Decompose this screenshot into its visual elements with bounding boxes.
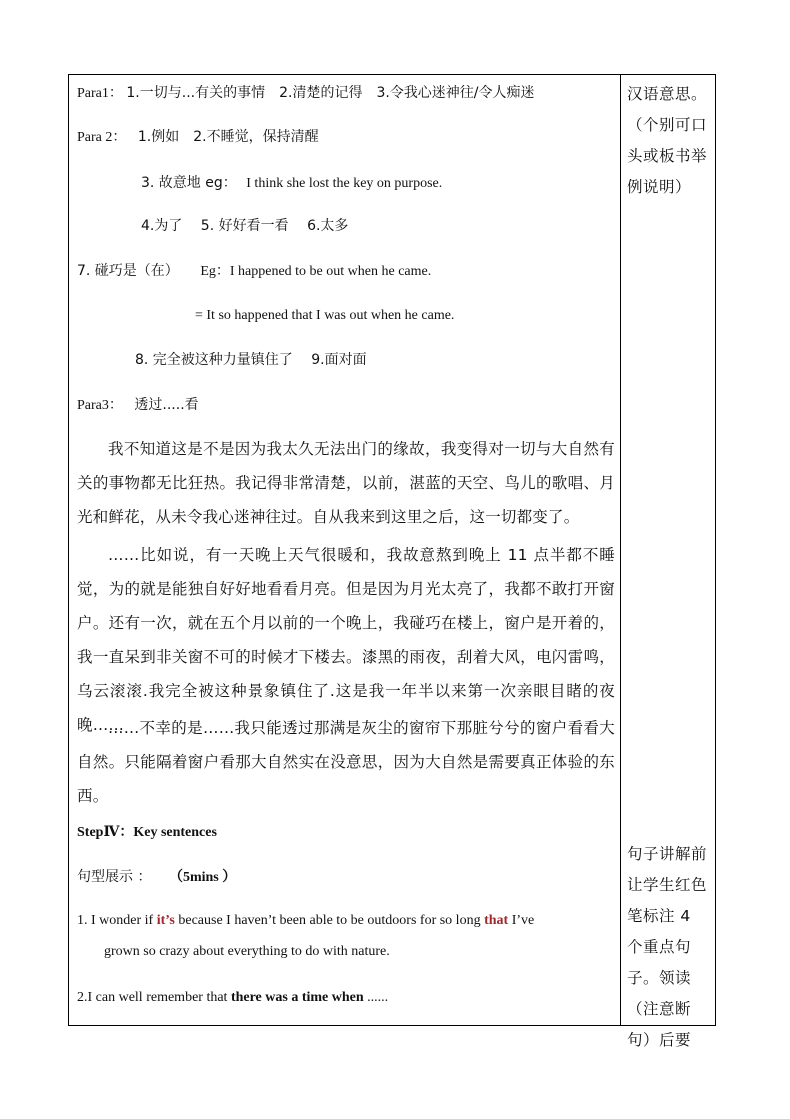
para2-label: Para 2： xyxy=(77,130,127,145)
item7b-line: = It so happened that I was out when he came. xyxy=(195,308,455,323)
sentence1-continuation: grown so crazy about everything to do with nature. xyxy=(104,944,390,959)
main-column xyxy=(69,75,620,1025)
sentence1-part-e: I’ve xyxy=(508,913,535,928)
sentence1-key-that: that xyxy=(484,913,509,928)
sentence2-key-phrase: there was a time when xyxy=(230,990,364,1005)
sentence1-key-its: it’s xyxy=(156,913,175,928)
items89-line: 8. 完全被这种力量镇住了 9.面对面 xyxy=(135,352,367,368)
sentence1-part-a: 1. I wonder if xyxy=(77,913,157,928)
pattern-line xyxy=(77,867,236,888)
pattern-time: （5mins ） xyxy=(168,870,237,885)
para2-text: 1.例如 2.不睡觉，保持清醒 xyxy=(137,129,319,145)
item3-en: I think she lost the key on purpose. xyxy=(246,176,443,191)
para2-line xyxy=(77,127,319,148)
notes-column xyxy=(621,75,716,1049)
para1-line xyxy=(77,83,535,104)
sentence1-line xyxy=(77,911,534,931)
translation-paragraph-2: ……比如说，有一天晚上天气很暖和，我故意熬到晚上 11 点半都不睡觉，为的就是能独自好好地看看月亮。但是因为月光太亮了，我都不敢打开窗户。还有一次，就在五个月以前的一个晚上，我碰巧在楼上，窗户是开着的，我一直呆到非关窗不可的时候才下楼去。漆黑的雨夜，刮着大风，电闪雷鸣，乌云滚滚.我完全被这种景象镇住了.这是我一年半以来第一次亲眼目睹的夜晚…… xyxy=(77,546,615,734)
para3-line xyxy=(77,395,199,416)
item7-en: Eg：I happened to be out when he came. xyxy=(200,264,432,279)
side-note-2: 句子讲解前让学生红色笔标注 4 个重点句子。领读（注意断句）后要 xyxy=(627,845,708,1049)
item7-line xyxy=(77,261,431,282)
para1-label: Para1： xyxy=(77,86,123,101)
sentence1-part-c: because I haven’t been able to be outdoors for so long xyxy=(174,913,485,928)
item3-cn: 3. 故意地 eg： xyxy=(141,175,237,191)
step4-heading: StepⅣ：Key sentences xyxy=(77,825,217,840)
translation-paragraph-1: 我不知道这是不是因为我太久无法出门的缘故，我变得对一切与大自然有关的事物都无比狂热。我记得非常清楚，以前，湛蓝的天空、鸟儿的歌唱、月光和鲜花，从未令我心迷神往过。自从我来到这里之后，这一切都变了。 xyxy=(77,440,615,526)
sentence2-line xyxy=(77,988,388,1008)
lesson-table xyxy=(68,74,716,1049)
side-note-1: 汉语意思。（个别可口头或板书举例说明） xyxy=(627,85,708,196)
item7-cn: 7. 碰巧是（在） xyxy=(77,263,179,279)
items456-line: 4.为了 5. 好好看一看 6.太多 xyxy=(141,218,349,234)
para3-text: 透过.....看 xyxy=(134,397,199,413)
translation-paragraph-3: ……不幸的是……我只能透过那满是灰尘的窗帘下那脏兮兮的窗户看看大自然。只能隔着窗户看那大自然实在没意思，因为大自然是需要真正体验的东西。 xyxy=(77,719,615,805)
pattern-label: 句型展示 ： xyxy=(77,869,152,885)
para1-text: 1.一切与...有关的事情 2.清楚的记得 3.令我心迷神往/令人痴迷 xyxy=(126,85,535,101)
sentence2-part-a: 2.I can well remember that xyxy=(77,990,231,1005)
item3-line xyxy=(141,173,442,194)
sentence2-part-c: ...... xyxy=(363,990,389,1005)
para3-label: Para3： xyxy=(77,398,123,413)
